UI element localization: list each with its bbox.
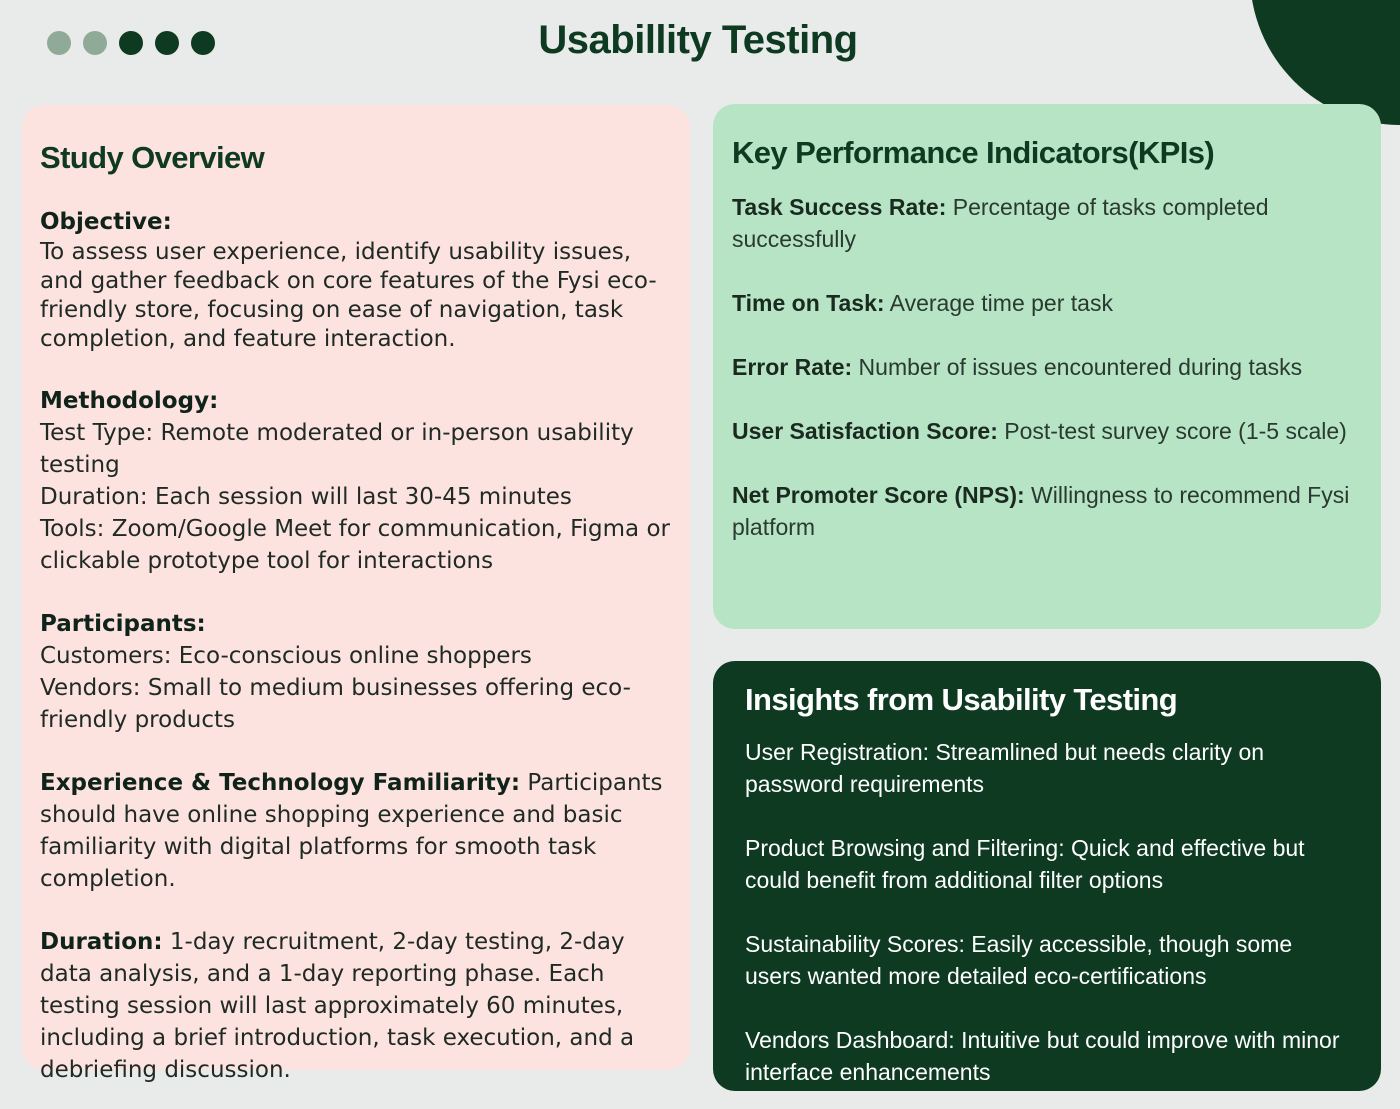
kpi-label: User Satisfaction Score: — [732, 418, 998, 445]
kpi-item — [732, 479, 1362, 543]
study-overview-heading: Study Overview — [40, 140, 265, 175]
kpi-text: Post-test survey score (1-5 scale) — [997, 418, 1347, 445]
methodology-section — [40, 385, 672, 577]
kpi-label: Time on Task: — [732, 290, 885, 317]
participants-line: Customers: Eco-conscious online shoppers — [40, 643, 532, 670]
duration-label: Duration: — [40, 929, 163, 956]
insights-heading: Insights from Usability Testing — [745, 682, 1178, 717]
kpi-text: Average time per task — [884, 290, 1113, 317]
methodology-line: Duration: Each session will last 30-45 minutes — [40, 484, 572, 511]
page-title: Usabillity Testing — [538, 18, 858, 62]
kpi-label: Net Promoter Score (NPS): — [732, 482, 1025, 509]
participants-section — [40, 608, 672, 736]
kpi-item — [732, 415, 1362, 447]
methodology-line: Test Type: Remote moderated or in-person usability testing — [40, 420, 634, 479]
objective-section — [40, 206, 672, 354]
insights-card — [713, 661, 1381, 1091]
methodology-line: Tools: Zoom/Google Meet for communication, Figma or clickable prototype tool for interactions — [40, 516, 670, 575]
kpi-label: Task Success Rate: — [732, 194, 947, 221]
kpi-heading: Key Performance Indicators(KPIs) — [732, 135, 1215, 170]
kpi-item — [732, 287, 1362, 319]
experience-section — [40, 767, 672, 895]
study-overview-card — [22, 105, 690, 1084]
experience-text: Participants should have online shopping experience and basic familiarity with digital platforms for smooth task completion. — [40, 770, 663, 893]
kpi-text: Willingness to recommend Fysi platform — [732, 482, 1350, 541]
objective-text: To assess user experience, identify usability issues, and gather feedback on core features of the Fysi eco-friendly store, focusing on ease of navigation, task completion, and feature interaction. — [40, 239, 657, 353]
participants-label: Participants: — [40, 611, 206, 638]
kpi-label: Error Rate: — [732, 354, 853, 381]
participants-line: Vendors: Small to medium businesses offering eco-friendly products — [40, 675, 631, 734]
insight-item: Sustainability Scores: Easily accessible, though some users wanted more detailed eco-certifications — [745, 931, 1293, 990]
objective-label: Objective: — [40, 209, 172, 236]
kpi-text: Percentage of tasks completed successfully — [732, 194, 1269, 253]
duration-section — [40, 926, 672, 1086]
duration-text: 1-day recruitment, 2-day testing, 2-day data analysis, and a 1-day reporting phase. Each testing session will last approximately 60 minutes, including a brief introduction, task execution, and a debriefing discussion. — [40, 929, 635, 1084]
kpi-item — [732, 191, 1362, 255]
kpi-item — [732, 351, 1362, 383]
experience-label: Experience & Technology Familiarity: — [40, 770, 521, 797]
methodology-label: Methodology: — [40, 388, 219, 415]
insight-item: Vendors Dashboard: Intuitive but could improve with minor interface enhancements — [745, 1027, 1340, 1086]
kpi-text: Number of issues encountered during tasks — [852, 354, 1303, 381]
insight-item: Product Browsing and Filtering: Quick and effective but could benefit from additional filter options — [745, 835, 1305, 894]
kpi-card — [713, 104, 1381, 629]
insight-item: User Registration: Streamlined but needs clarity on password requirements — [745, 739, 1265, 798]
